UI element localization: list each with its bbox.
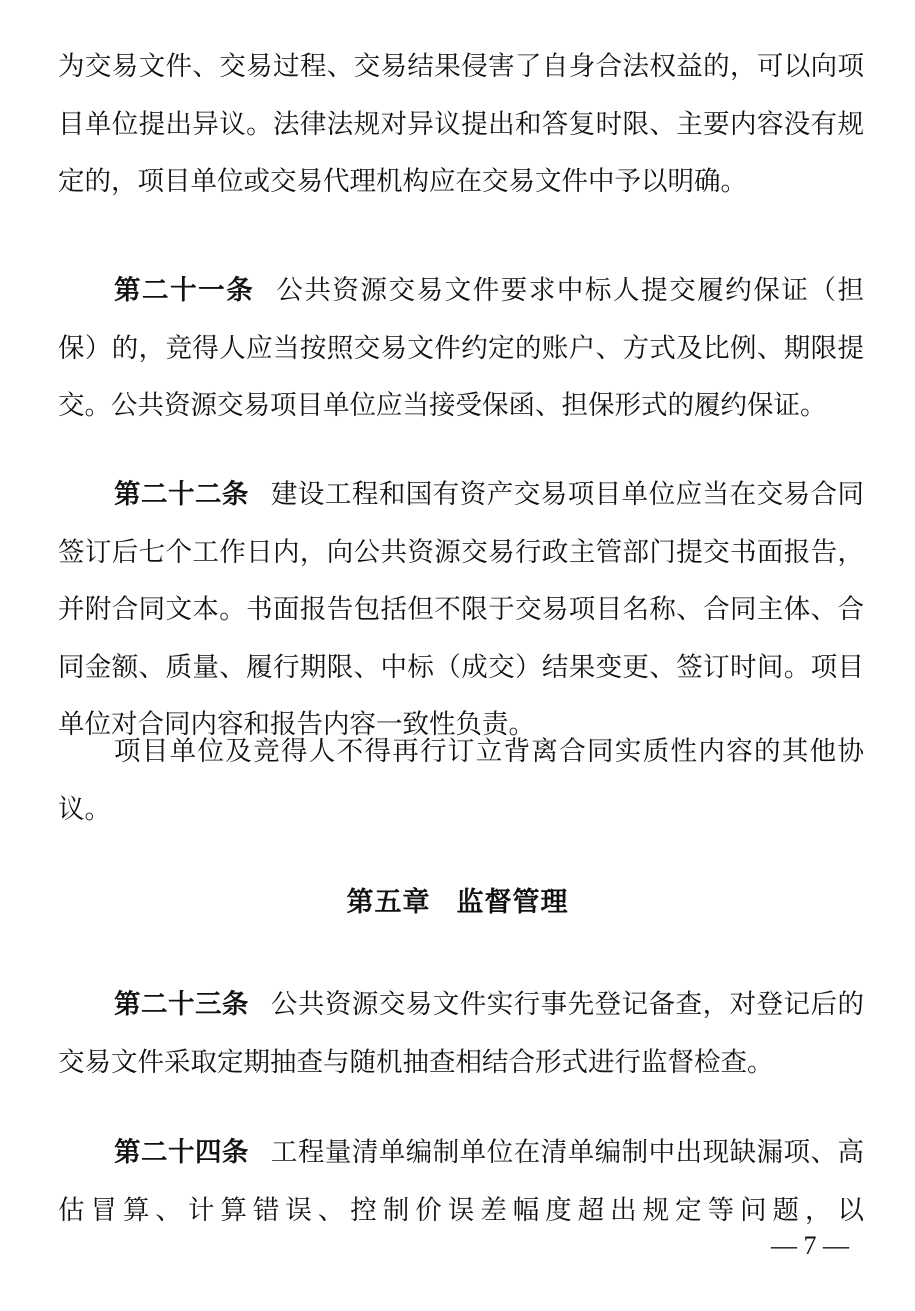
article-23-text: 公共资源交易文件实行事先登记备查，对登记后的交易文件采取定期抽查与随机抽查相结合形式进行监督检查。: [58, 989, 865, 1078]
article-21-label: 第二十一条: [114, 275, 255, 306]
article-24-label: 第二十四条: [114, 1137, 249, 1168]
chapter-number: 第五章: [346, 887, 431, 918]
article-21-text: 公共资源交易文件要求中标人提交履约保证（担保）的，竞得人应当按照交易文件约定的账户、方式及比例、期限提交。公共资源交易项目单位应当接受保函、担保形式的履约保证。: [58, 275, 865, 421]
article-24-text: 工程量清单编制单位在清单编制中出现缺漏项、高估冒算、计算错误、控制价误差幅度超出规定等问题，以: [58, 1137, 865, 1226]
paragraph-additional-agreement: 项目单位及竞得人不得再行订立背离合同实质性内容的其他协议。: [58, 736, 864, 825]
chapter-heading: [0, 879, 915, 927]
article-23-label: 第二十三条: [114, 989, 249, 1020]
page-number: — 7 —: [771, 1231, 849, 1260]
article-23: [58, 976, 864, 1091]
chapter-title: 监督管理: [456, 887, 569, 918]
article-21: [58, 262, 864, 435]
paragraph-continuation: 为交易文件、交易过程、交易结果侵害了自身合法权益的，可以向项目单位提出异议。法律法规对异议提出和答复时限、主要内容没有规定的，项目单位或交易代理机构应在交易文件中予以明确。: [58, 51, 864, 197]
article-24: [58, 1124, 864, 1239]
article-22: [58, 466, 864, 754]
article-22-label: 第二十二条: [114, 479, 249, 510]
article-22-text: 建设工程和国有资产交易项目单位应当在交易合同签订后七个工作日内，向公共资源交易行政主管部门提交书面报告，并附合同文本。书面报告包括但不限于交易项目名称、合同主体、合同金额、质量、履行期限、中标（成交）结果变更、签订时间。项目单位对合同内容和报告内容一致性负责。: [58, 479, 865, 740]
